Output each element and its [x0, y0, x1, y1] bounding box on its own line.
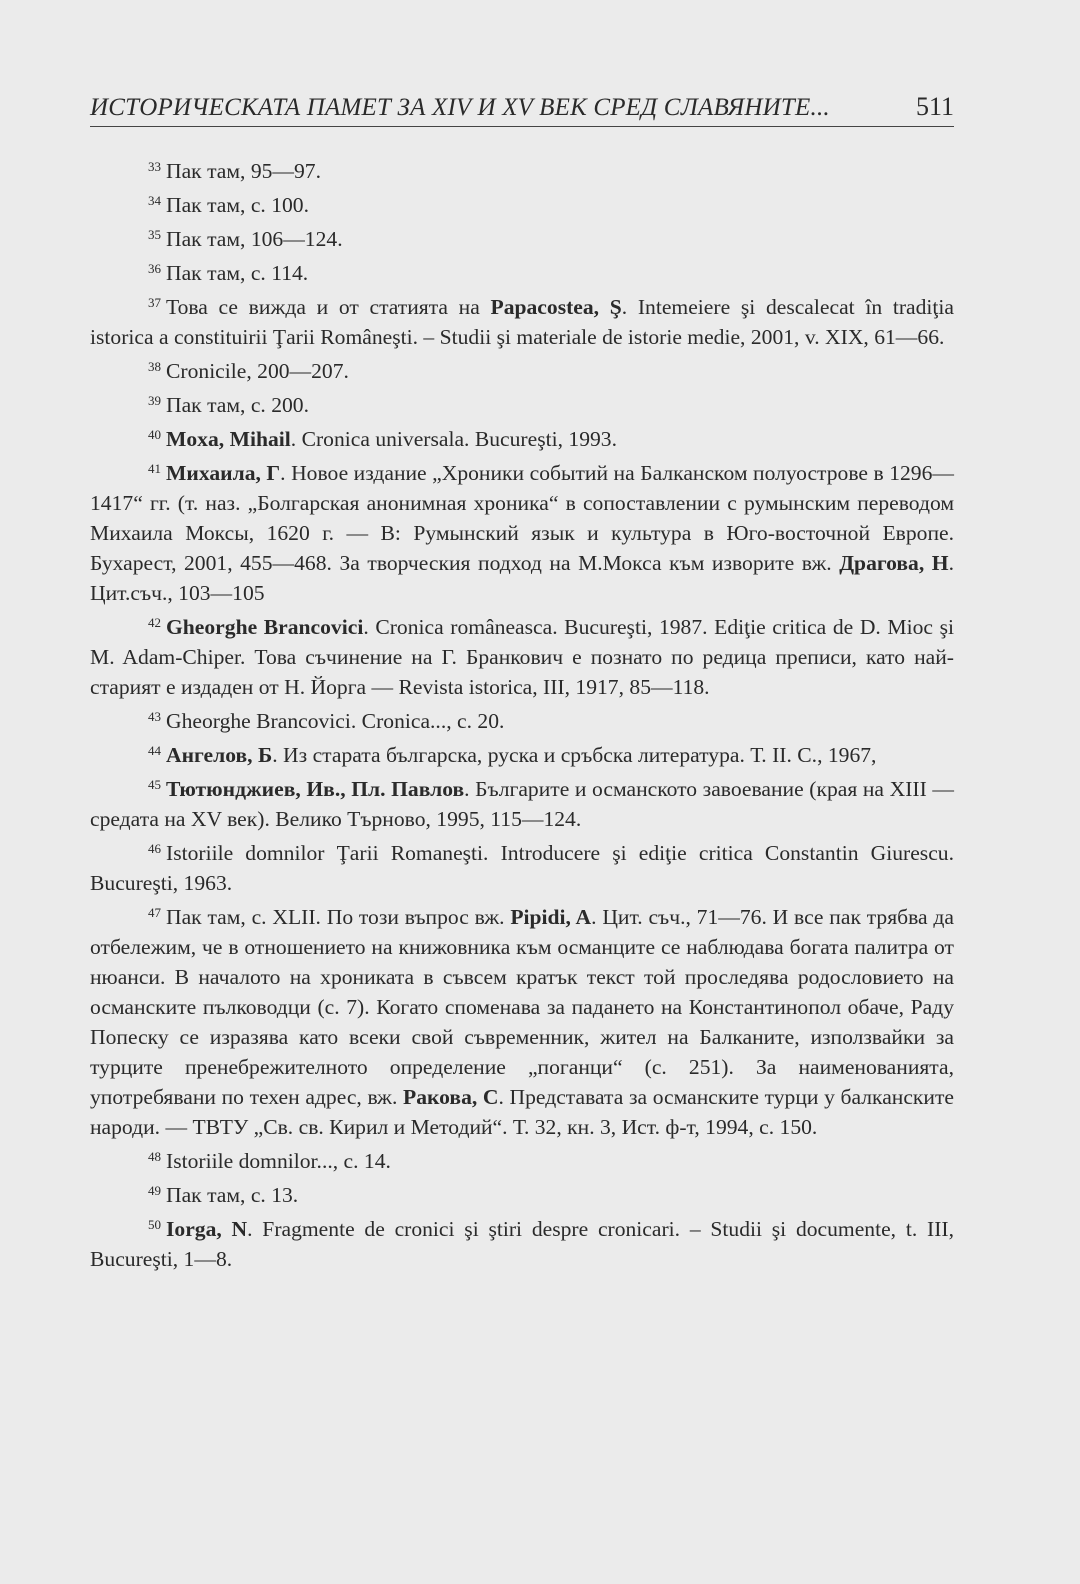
footnote-text: Пак там, 106—124. — [166, 227, 343, 251]
footnote-number: 40 — [148, 427, 161, 442]
footnote — [90, 898, 954, 1142]
footnote-number: 43 — [148, 709, 161, 724]
footnote-text: Gheorghe Brancovici. Cronica..., с. 20. — [166, 709, 505, 733]
footnote — [90, 834, 954, 898]
footnote-author: Pipidi, A — [510, 905, 592, 929]
footnote — [90, 420, 954, 454]
footnote-text: . Intemeiere şi descalecat în tradiţia istorica a constituirii Ţarii Româneşti. – Studii şi materiale de istorie medie, 2001, v. XIX, 61—66. — [90, 295, 954, 349]
footnote — [90, 254, 954, 288]
footnote-number: 47 — [148, 905, 161, 920]
footnote-text: Пак там, с. XLII. По този въпрос вж. — [166, 905, 511, 929]
footnote-text: . Цит. съч., 71—76. И все пак трябва да отбележим, че в отношението на книжовника към османците се наблюдава богата палитра от нюанси. В началото на хрониката в съвсем кратък текст той проследява родословието на османските пълководци (с. 7). Когато споменава за падането на Константинопол обаче, Раду Попеску се изразява като всеки свой съвременник, жител на Балканите, използвайки за турците пренебрежителното определение „поганци“ (с. 251). За наименованията, употребявани по техен адрес, вж. — [90, 905, 955, 1109]
footnote — [90, 152, 954, 186]
running-title: ИСТОРИЧЕСКАТА ПАМЕТ ЗА XIV И XV ВЕК СРЕД СЛАВЯНИТЕ... — [90, 94, 830, 121]
footnote-number: 39 — [148, 393, 161, 408]
footnote-text: Пак там, с. 200. — [166, 393, 309, 417]
footnote — [90, 288, 954, 352]
running-header — [90, 92, 954, 127]
footnote-author: Papacostea, Ş — [490, 295, 622, 319]
footnote — [90, 186, 954, 220]
footnote-text: Пак там, с. 100. — [166, 193, 309, 217]
footnote-number: 42 — [148, 615, 161, 630]
footnote — [90, 352, 954, 386]
footnote — [90, 770, 954, 834]
footnotes-list — [90, 152, 954, 1274]
footnote-text: . Cronica româneasca. Bucureşti, 1987. Ediţie critica de D. Mioc şi M. Adam-Chiper. Това съчинение на Г. Бранкович е познато по редица преписи, като най-старият е издаден от Н. Йорга — Revista istorica, III, 1917, 85—118. — [90, 615, 955, 699]
footnote-text: . Представата за османските турци у балканските народи. — ТВТУ „Св. св. Кирил и Методий“. Т. 32, кн. 3, Ист. ф-т, 1994, с. 150. — [90, 1085, 954, 1139]
footnote-text: Istoriile domnilor..., с. 14. — [166, 1149, 391, 1173]
footnote-number: 37 — [148, 295, 161, 310]
footnote-number: 41 — [148, 461, 161, 476]
footnote-number: 50 — [148, 1217, 161, 1232]
footnote — [90, 702, 954, 736]
footnote-author: Gheorghe Brancovici — [166, 615, 364, 639]
footnote-author: Драгова, Н — [839, 551, 949, 575]
footnote-number: 33 — [148, 159, 161, 174]
footnote — [90, 220, 954, 254]
footnote-author: Moxa, Mihail — [166, 427, 291, 451]
footnote — [90, 386, 954, 420]
footnote — [90, 1210, 954, 1274]
footnote — [90, 1142, 954, 1176]
footnote-text: . Цит.съч., 103—105 — [90, 551, 954, 605]
footnote-number: 35 — [148, 227, 161, 242]
footnote-text: Istoriile domnilor Ţarii Romaneşti. Introducere şi ediţie critica Constantin Giurescu. Bucureşti, 1963. — [90, 841, 954, 895]
footnote-number: 38 — [148, 359, 161, 374]
footnote-number: 48 — [148, 1149, 161, 1164]
footnote-text: Пак там, с. 13. — [166, 1183, 299, 1207]
footnote-author: Тютюнджиев, Ив., Пл. Павлов — [166, 777, 465, 801]
footnote-number: 44 — [148, 743, 161, 758]
footnote-author: Михаила, Г — [166, 461, 281, 485]
footnote-number: 45 — [148, 777, 161, 792]
footnote-author: Ангелов, Б — [166, 743, 273, 767]
footnote-text: Пак там, 95—97. — [166, 159, 321, 183]
footnote — [90, 454, 954, 608]
footnote-number: 36 — [148, 261, 161, 276]
footnote-number: 34 — [148, 193, 161, 208]
footnote-text: Пак там, с. 114. — [166, 261, 309, 285]
footnote-text: . Новое издание „Хроники событий на Балканском полуострове в 1296—1417“ гг. (т. наз. „Болгарская анонимная хроника“ в сопоставлении с румынским переводом Михаила Моксы, 1620 г. — В: Румынский язык и культура в Юго-восточной Европе. Бухарест, 2001, 455—468. За творческия подход на М.Мокса към изворите вж. — [90, 461, 954, 575]
footnote-text: Cronicile, 200—207. — [166, 359, 349, 383]
footnote-number: 46 — [148, 841, 161, 856]
footnote-author: Ракова, С — [403, 1085, 499, 1109]
footnote — [90, 608, 954, 702]
footnote-number: 49 — [148, 1183, 161, 1198]
footnote-text: . Из старата българска, руска и сръбска литература. Т. II. С., 1967, — [272, 743, 877, 767]
page-number: 511 — [915, 92, 954, 121]
footnote-text: . Българите и османското завоевание (края на XIII — средата на XV век). Велико Търново, 1995, 115—124. — [90, 777, 954, 831]
footnote-author: Iorga, N — [166, 1217, 248, 1241]
footnote-text: . Cronica universala. Bucureşti, 1993. — [290, 427, 617, 451]
footnote — [90, 1176, 954, 1210]
footnote — [90, 736, 954, 770]
footnote-text: Това се вижда и от статията на — [166, 295, 491, 319]
footnote-text: . Fragmente de cronici şi ştiri despre cronicari. – Studii şi documente, t. III, Bucureşti, 1—8. — [90, 1217, 954, 1271]
